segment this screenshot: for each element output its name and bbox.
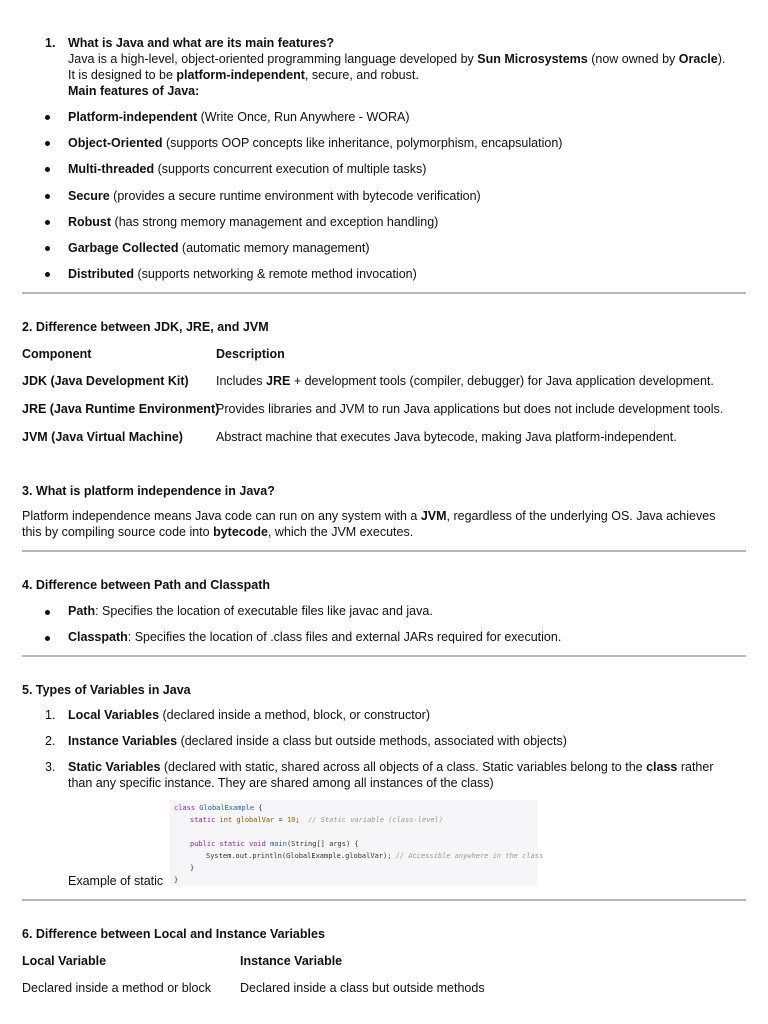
q6-cell-instance: Declared inside a class but outside methods	[240, 981, 485, 995]
feature-term: Secure	[68, 189, 110, 203]
bullet	[45, 141, 50, 146]
q1-intro-line1	[68, 51, 725, 67]
q1-text: It is designed to be	[68, 68, 177, 82]
q4-desc: : Specifies the location of executable files like javac and java.	[95, 604, 433, 618]
q6-title: 6. Difference between Local and Instance Variables	[22, 927, 325, 941]
code-method: main	[270, 840, 287, 848]
feature-term: Multi-threaded	[68, 162, 155, 176]
q5-item-number: 1.	[45, 708, 56, 722]
q5-item-number: 3.	[45, 760, 56, 774]
code-line	[190, 816, 443, 824]
q5-item-number: 2.	[45, 734, 56, 748]
feature-desc: (Write Once, Run Anywhere - WORA)	[197, 110, 410, 124]
feature-item	[68, 109, 410, 125]
q4-title: 4. Difference between Path and Classpath	[22, 578, 270, 592]
q5-term: Static Variables	[68, 760, 161, 774]
code-class-name: GlobalExample	[199, 804, 255, 812]
q4-term: Classpath	[68, 630, 128, 644]
feature-desc: (provides a secure runtime environment with bytecode verification)	[109, 189, 481, 203]
code-line	[190, 840, 359, 848]
q1-text: , secure, and robust.	[304, 68, 419, 82]
q2-desc-text: Includes	[216, 374, 267, 388]
bullet	[45, 167, 50, 172]
code-variable: globalVar	[236, 816, 275, 824]
bullet	[45, 194, 50, 199]
q4-term: Path	[68, 604, 96, 618]
q1-number: 1.	[45, 36, 56, 50]
section-divider	[22, 292, 746, 294]
q2-row-description	[216, 429, 677, 445]
q1-title: What is Java and what are its main features?	[68, 36, 335, 50]
code-type: int	[219, 816, 233, 824]
feature-item	[68, 266, 417, 282]
q5-item	[68, 707, 430, 723]
feature-item	[68, 161, 426, 177]
feature-term: Robust	[68, 215, 112, 229]
code-text: (String[] args) {	[286, 840, 359, 848]
feature-desc: (automatic memory management)	[178, 241, 370, 255]
feature-desc: (has strong memory management and exception handling)	[111, 215, 439, 229]
feature-term: Garbage Collected	[68, 241, 179, 255]
feature-item	[68, 188, 481, 204]
q3-text: , regardless of the underlying OS. Java achieves	[446, 509, 716, 523]
q4-item	[68, 603, 433, 619]
feature-term: Object-Oriented	[68, 136, 163, 150]
q6-header-instance: Instance Variable	[240, 954, 343, 968]
code-text: System.out.println(GlobalExample.globalVar);	[206, 852, 396, 860]
section-divider	[22, 655, 746, 657]
q2-title: 2. Difference between JDK, JRE, and JVM	[22, 320, 269, 334]
feature-term: Distributed	[68, 267, 134, 281]
bullet	[45, 610, 50, 615]
q5-term: Local Variables	[68, 708, 160, 722]
code-line	[206, 852, 543, 860]
bullet	[45, 246, 50, 251]
q2-desc-text: Abstract machine that executes Java bytecode, making Java platform-independent.	[216, 430, 677, 444]
q2-desc-text: + development tools (compiler, debugger) for Java application development.	[290, 374, 714, 388]
q5-item	[68, 759, 714, 775]
section-divider	[22, 899, 746, 901]
q2-desc-jre: JRE	[266, 374, 291, 388]
feature-item	[68, 240, 370, 256]
q3-jvm: JVM	[420, 509, 447, 523]
q5-desc: rather	[677, 760, 714, 774]
q3-paragraph-line2	[22, 524, 413, 540]
feature-item	[68, 214, 438, 230]
feature-desc: (supports OOP concepts like inheritance, polymorphism, encapsulation)	[162, 136, 563, 150]
q1-oracle: Oracle	[678, 52, 718, 66]
feature-term: Platform-independent	[68, 110, 198, 124]
q6-header-local: Local Variable	[22, 954, 107, 968]
q1-sun: Sun Microsystems	[477, 52, 588, 66]
code-comment: // Static variable (class-level)	[308, 816, 443, 824]
bullet	[45, 115, 50, 120]
q1-text: Java is a high-level, object-oriented programming language developed by	[68, 52, 478, 66]
q6-cell-local: Declared inside a method or block	[22, 981, 211, 995]
q2-header-description: Description	[216, 347, 285, 361]
q1-text: (now owned by	[587, 52, 679, 66]
q5-item	[68, 733, 567, 749]
q5-item3-line2: than any specific instance. They are shared among all instances of the class)	[68, 776, 494, 790]
q5-desc: (declared inside a method, block, or constructor)	[159, 708, 430, 722]
q3-text: this by compiling source code into	[22, 525, 214, 539]
q2-row-description	[216, 401, 723, 417]
code-text: {	[254, 804, 263, 812]
q1-text: ).	[717, 52, 726, 66]
q2-header-component: Component	[22, 347, 92, 361]
q2-row-component: JDK (Java Development Kit)	[22, 374, 189, 388]
q4-desc: : Specifies the location of .class files and external JARs required for execution.	[127, 630, 562, 644]
q3-text: , which the JVM executes.	[267, 525, 414, 539]
code-number: 10	[286, 816, 296, 824]
q5-term-class: class	[646, 760, 678, 774]
q5-desc: (declared with static, shared across all objects of a class. Static variables belong to the	[160, 760, 647, 774]
q5-title: 5. Types of Variables in Java	[22, 683, 191, 697]
q3-text: Platform independence means Java code can run on any system with a	[22, 509, 421, 523]
q2-desc-text: Provides libraries and JVM to run Java applications but does not include development tools.	[216, 402, 724, 416]
code-example-image	[170, 800, 544, 886]
q5-desc: (declared inside a class but outside methods, associated with objects)	[177, 734, 567, 748]
q1-features-heading: Main features of Java:	[68, 84, 200, 98]
code-line: }	[190, 864, 195, 872]
q2-row-component: JVM (Java Virtual Machine)	[22, 430, 183, 444]
code-line: }	[174, 876, 179, 884]
bullet	[45, 220, 50, 225]
code-keyword: class	[174, 804, 196, 812]
q3-bytecode: bytecode	[213, 525, 268, 539]
feature-item	[68, 135, 562, 151]
code-comment: // Accessible anywhere in the class	[395, 852, 544, 860]
code-text: =	[274, 816, 287, 824]
q2-row-description	[216, 373, 714, 389]
q1-platform: platform-independent	[176, 68, 305, 82]
q4-item	[68, 629, 561, 645]
section-divider	[22, 550, 746, 552]
feature-desc: (supports networking & remote method invocation)	[133, 267, 417, 281]
q1-intro-line2	[68, 67, 419, 83]
feature-desc: (supports concurrent execution of multiple tasks)	[154, 162, 427, 176]
code-line	[174, 804, 263, 812]
code-text: ;	[295, 816, 309, 824]
code-keyword: public static void	[190, 840, 266, 848]
q2-row-component: JRE (Java Runtime Environment)	[22, 402, 220, 416]
example-label: Example of static	[68, 874, 164, 888]
bullet	[45, 636, 50, 641]
bullet	[45, 272, 50, 277]
code-keyword: static	[190, 816, 216, 824]
q3-paragraph-line1	[22, 508, 715, 524]
q5-term: Instance Variables	[68, 734, 178, 748]
q3-title: 3. What is platform independence in Java?	[22, 484, 275, 498]
